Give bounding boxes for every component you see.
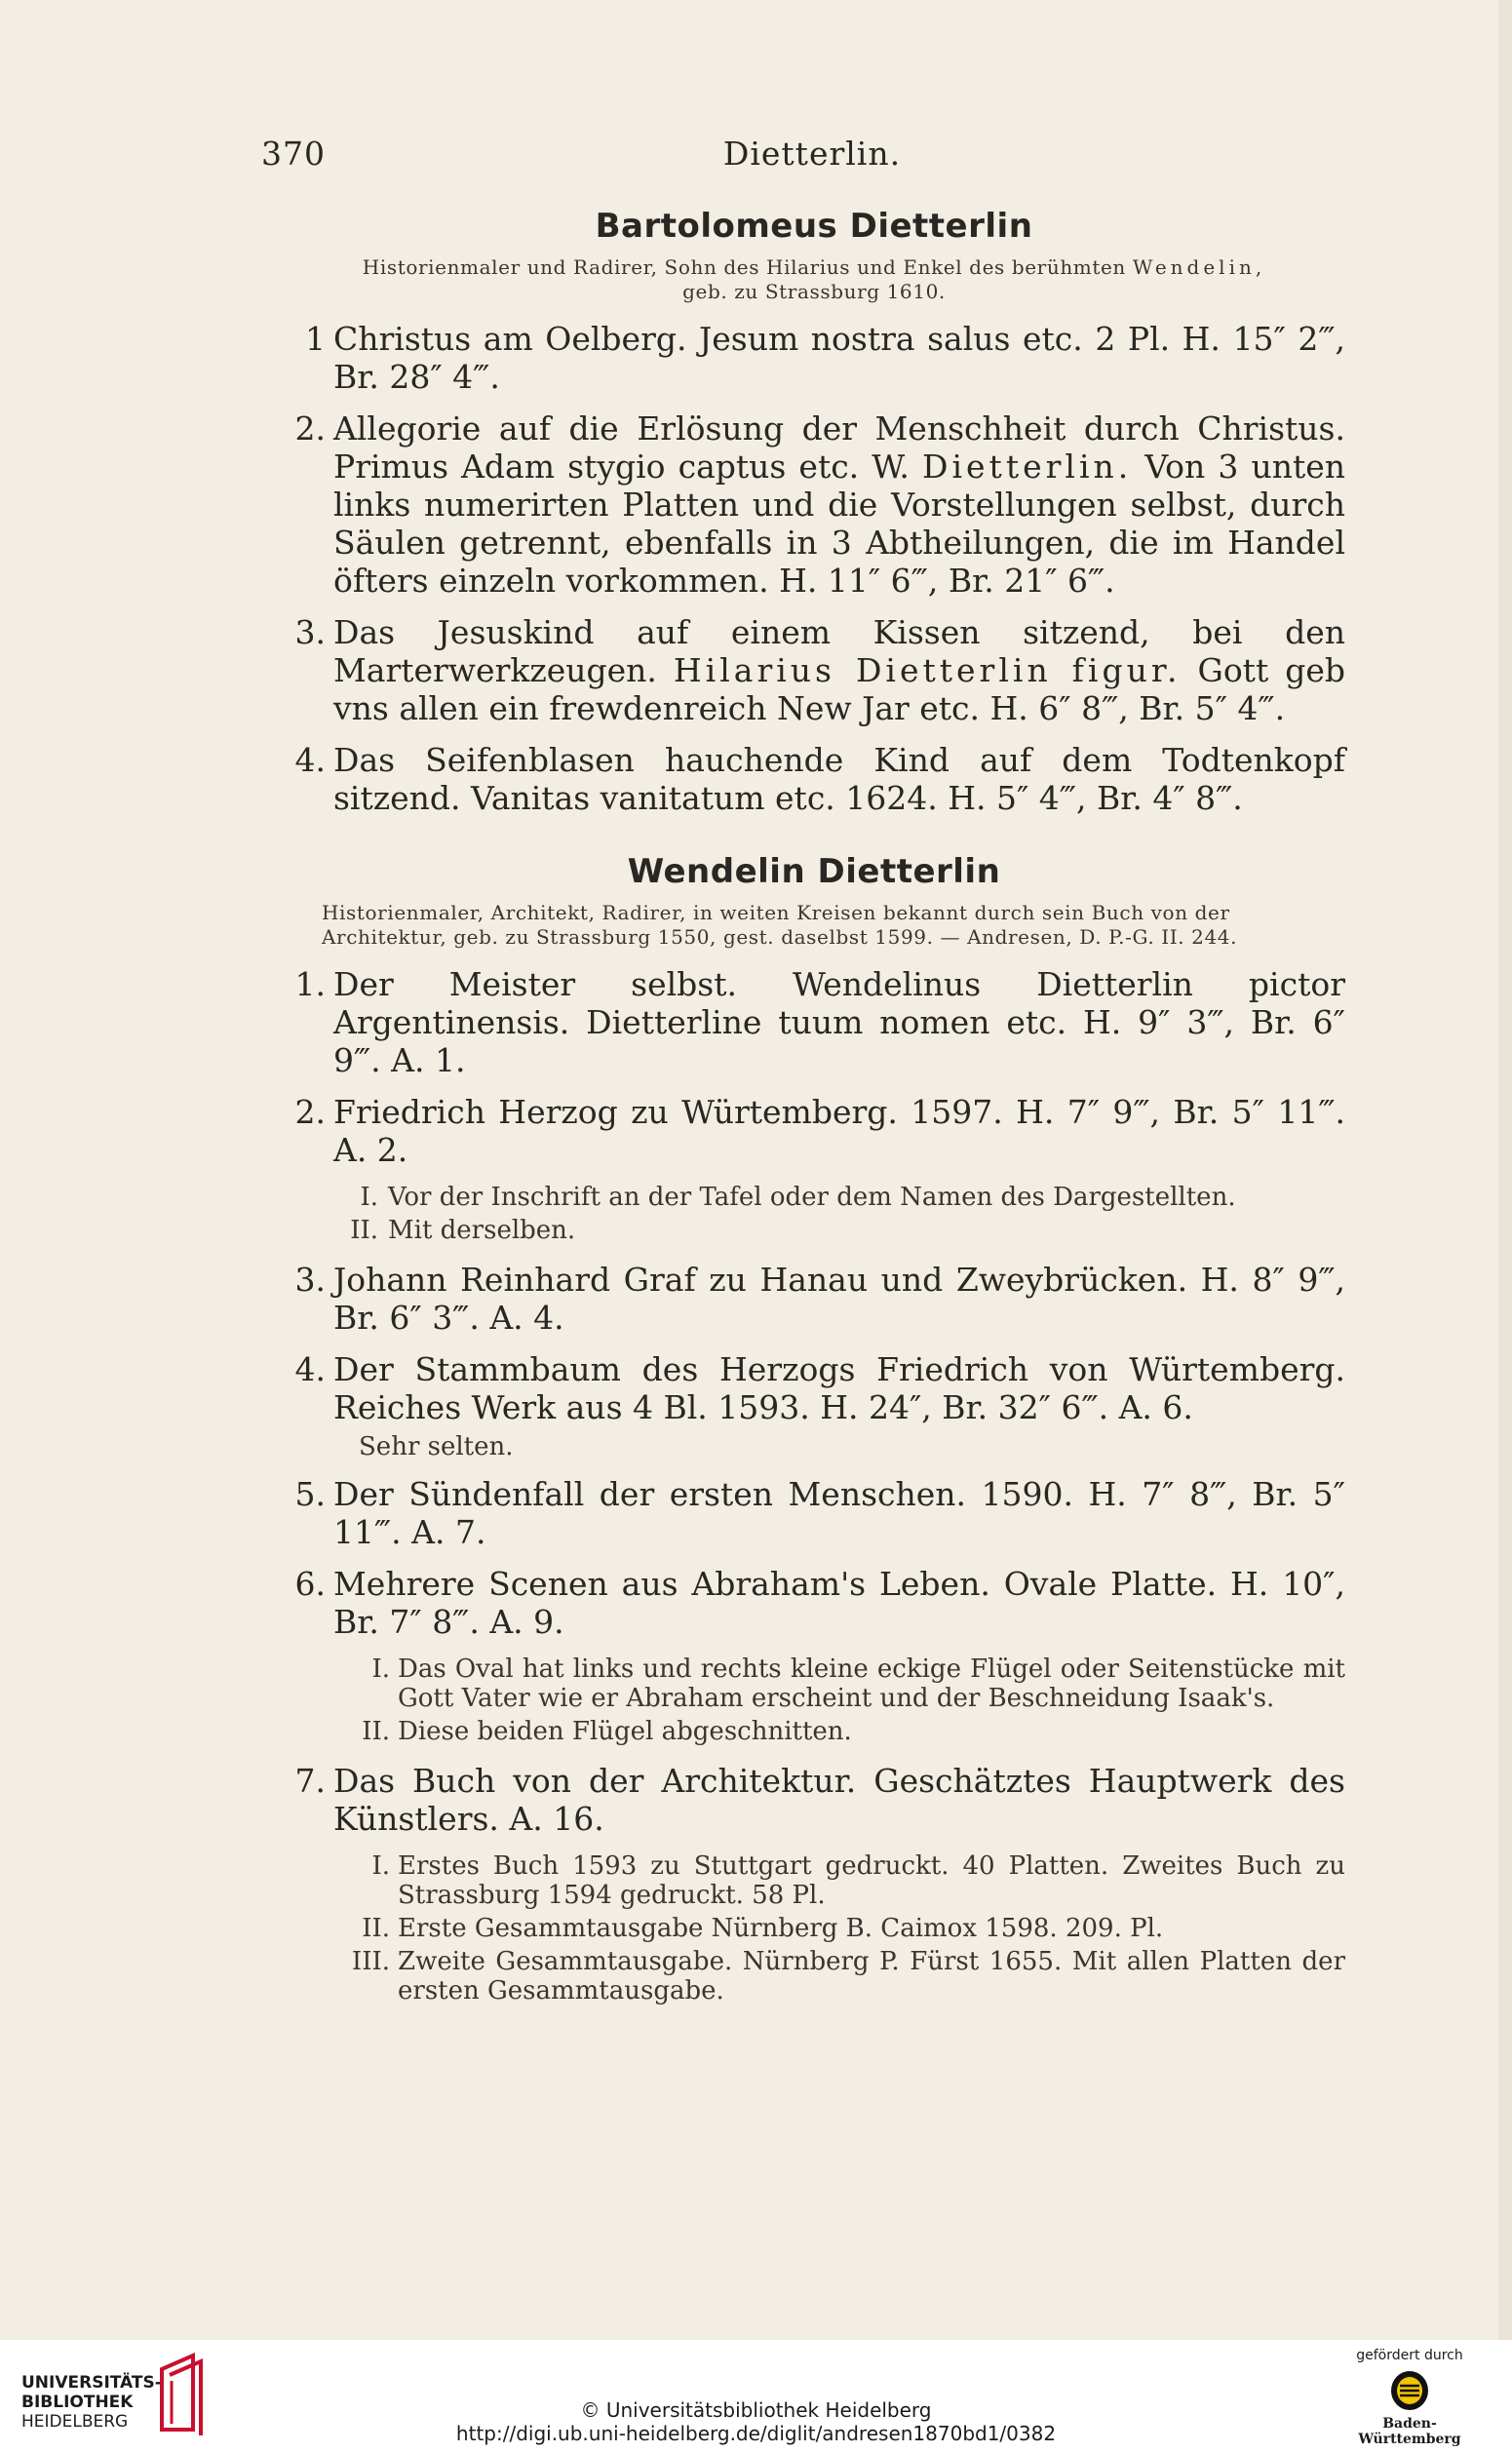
page-content	[283, 195, 1345, 2009]
state-text: Zweite Gesammtausgabe. Nürnberg P. Fürst 1655. Mit allen Platten der ersten Gesammtausgabe.	[398, 1947, 1345, 2005]
entry-text: Von 3 unten links numerirten Platten und die Vorstellungen selbst, durch Säulen getrennt, ebenfalls in 3 Abtheilungen, die im Handel öfters einzeln vorkommen. H. 11″ 6‴, Br. 21″ 6‴.	[333, 448, 1345, 600]
entry-signature: Dietterlin.	[922, 448, 1133, 486]
catalog-entry	[283, 965, 1345, 1079]
entry-number: 3.	[294, 613, 326, 651]
entry-text: Friedrich Herzog zu Würtemberg. 1597. H. 7″ 9‴, Br. 5″ 11‴. A. 2.	[333, 1093, 1345, 1169]
catalog-entry	[283, 1093, 1345, 1169]
entry-text: Mehrere Scenen aus Abraham's Leben. Ovale Platte. H. 10″, Br. 7″ 8‴. A. 9.	[333, 1565, 1345, 1641]
state-note	[283, 1947, 1345, 2005]
state-note	[283, 1216, 1345, 1245]
section-description-bartolomeus	[312, 255, 1316, 304]
running-header	[261, 129, 1363, 187]
entry-text: Gott geb vns allen ein frewdenreich New Jar etc. H. 6″ 8‴, Br. 5″ 4‴.	[333, 651, 1345, 727]
sponsor-name: Baden-Württemberg	[1358, 2416, 1461, 2447]
entry-number: 1.	[294, 965, 326, 1003]
entry-number: 7.	[294, 1762, 326, 1800]
section-title-bartolomeus: Bartolomeus Dietterlin	[595, 207, 1033, 246]
entry-number: 4.	[294, 741, 326, 779]
library-name-line: HEIDELBERG	[21, 2412, 129, 2432]
page-edge	[1498, 0, 1512, 2340]
state-number: I.	[371, 1655, 390, 1684]
state-text: Das Oval hat links und rechts kleine eckige Flügel oder Seitenstücke mit Gott Vater wie er Abraham erscheint und der Beschneidung Isaak's.	[398, 1655, 1345, 1713]
running-title: Dietterlin.	[722, 135, 902, 173]
state-number: II.	[362, 1717, 390, 1746]
digitization-footer	[0, 2340, 1512, 2453]
copyright-block	[0, 2398, 1512, 2445]
page-url-link[interactable]: http://digi.ub.uni-heidelberg.de/diglit/andresen1870bd1/0382	[455, 2422, 1057, 2445]
state-note	[283, 1851, 1345, 1910]
catalog-entry	[283, 1261, 1345, 1337]
entry-text: Der Meister selbst. Wendelinus Dietterlin pictor Argentinensis. Dietterline tuum nomen etc. H. 9″ 3‴, Br. 6″ 9‴. A. 1.	[333, 965, 1345, 1079]
entry-text: Johann Reinhard Graf zu Hanau und Zweybrücken. H. 8″ 9‴, Br. 6″ 3‴. A. 4.	[333, 1261, 1345, 1337]
section-title-wendelin: Wendelin Dietterlin	[627, 852, 1001, 891]
desc-text: Historienmaler und Radirer, Sohn des Hilarius und Enkel des berühmten	[362, 255, 1126, 279]
state-number: II.	[350, 1216, 378, 1245]
copyright-text: © Universitätsbibliothek Heidelberg	[580, 2398, 932, 2422]
sponsor-label: gefördert durch	[1356, 2348, 1463, 2363]
state-text: Mit derselben.	[388, 1216, 576, 1245]
entry-text: Das Buch von der Architektur. Geschätztes Hauptwerk des Künstlers. A. 16.	[333, 1762, 1345, 1838]
entry-number: 5.	[294, 1475, 326, 1513]
entry-signature: Hilarius Dietterlin figur.	[673, 651, 1182, 689]
catalog-entry	[283, 1475, 1345, 1551]
catalog-entry	[283, 1565, 1345, 1641]
catalog-entry	[283, 741, 1345, 817]
entry-text: Allegorie auf die Erlösung der Menschheit durch Christus. Primus Adam stygio captus etc. W.	[333, 409, 1345, 486]
entry-number: 3.	[294, 1261, 326, 1299]
catalog-entry	[283, 320, 1345, 396]
page-number: 370	[261, 135, 326, 173]
desc-text: geb. zu Strassburg 1610.	[682, 280, 946, 303]
library-name-line: UNIVERSITÄTS-	[21, 2373, 162, 2393]
state-note	[283, 1717, 1345, 1746]
state-note	[283, 1914, 1345, 1943]
entry-number: 2.	[294, 1093, 326, 1131]
state-note	[283, 1183, 1345, 1212]
entry-text: Das Seifenblasen hauchende Kind auf dem Todtenkopf sitzend. Vanitas vanitatum etc. 1624. H. 5″ 4‴, Br. 4″ 8‴.	[333, 741, 1345, 817]
state-note	[283, 1655, 1345, 1713]
state-text: Diese beiden Flügel abgeschnitten.	[398, 1717, 852, 1746]
library-name-line: BIBLIOTHEK	[21, 2393, 134, 2412]
desc-name: Wendelin,	[1132, 255, 1266, 279]
state-text: Erstes Buch 1593 zu Stuttgart gedruckt. 40 Platten. Zweites Buch zu Strassburg 1594 gedruckt. 58 Pl.	[398, 1851, 1345, 1910]
entry-note: Sehr selten.	[359, 1432, 514, 1461]
entry-text: Der Sündenfall der ersten Menschen. 1590. H. 7″ 8‴, Br. 5″ 11‴. A. 7.	[333, 1475, 1345, 1551]
state-text: Erste Gesammtausgabe Nürnberg B. Caimox 1598. 209. Pl.	[398, 1914, 1164, 1943]
catalog-entry	[283, 409, 1345, 600]
state-number: II.	[362, 1914, 390, 1943]
state-number: I.	[371, 1851, 390, 1881]
catalog-entry	[283, 1350, 1345, 1426]
state-number: I.	[360, 1183, 378, 1212]
entry-number: 4.	[294, 1350, 326, 1388]
state-number: III.	[351, 1947, 390, 1976]
catalog-entry	[283, 613, 1345, 727]
entry-number: 1	[305, 320, 326, 358]
entry-number: 6.	[294, 1565, 326, 1603]
sponsor-block	[1337, 2348, 1483, 2447]
coat-of-arms-icon	[1389, 2369, 1430, 2412]
catalog-entry	[283, 1762, 1345, 1838]
entry-text: Christus am Oelberg. Jesum nostra salus etc. 2 Pl. H. 15″ 2‴, Br. 28″ 4‴.	[333, 320, 1345, 396]
state-text: Vor der Inschrift an der Tafel oder dem Namen des Dargestellten.	[388, 1183, 1236, 1212]
entry-text: Das Jesuskind auf einem Kissen sitzend, bei den Marterwerkzeugen.	[333, 613, 1345, 689]
section-description-wendelin: Historienmaler, Architekt, Radirer, in weiten Kreisen bekannt durch sein Buch von der Architektur, geb. zu Strassburg 1550, gest. daselbst 1599. — Andresen, D. P.-G. II. 244.	[322, 901, 1238, 949]
entry-number: 2.	[294, 409, 326, 448]
entry-text: Der Stammbaum des Herzogs Friedrich von Würtemberg. Reiches Werk aus 4 Bl. 1593. H. 24″, Br. 32″ 6‴. A. 6.	[333, 1350, 1345, 1426]
